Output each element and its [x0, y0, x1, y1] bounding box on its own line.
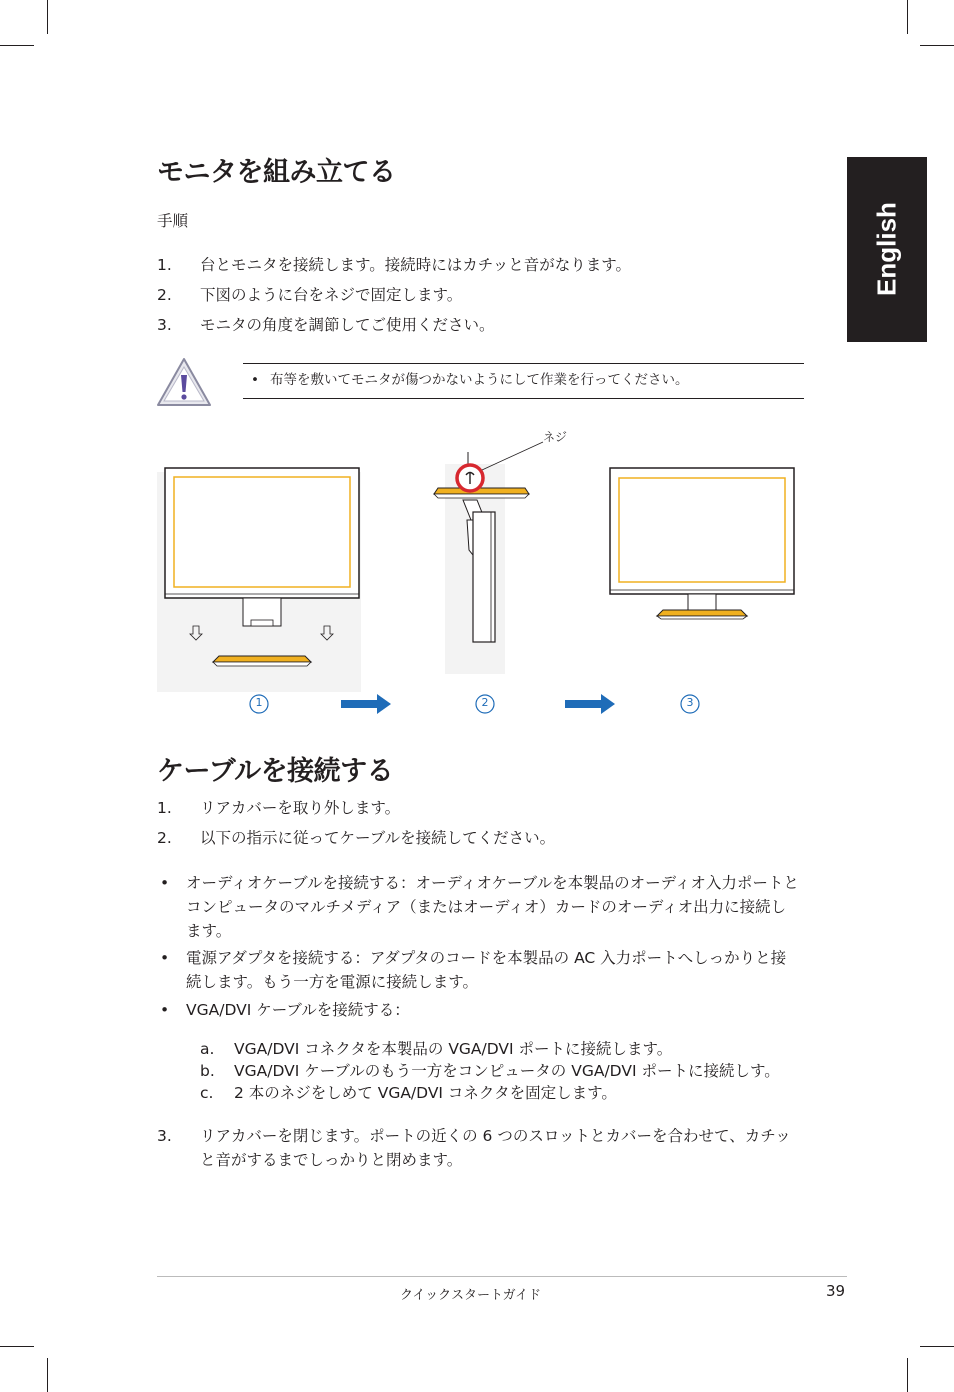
screw-label: ネジ [543, 430, 568, 444]
section-title-assemble: モニタを組み立てる [157, 157, 396, 188]
bullet-text-audio: オーディオケーブルを接続する：オーディオケーブルを本製品のオーディオ入力ポートとコンピュータのマルチメディア（またはオーディオ）カードのオーディオ出力に接続します。 [186, 874, 799, 940]
step-text: 以下の指示に従ってケーブルを接続してください。 [200, 829, 556, 847]
crop-mark [907, 0, 908, 34]
step-text: 台とモニタを接続します。接続時にはカチッと音がなります。 [200, 256, 632, 274]
warning-icon [155, 355, 213, 409]
arrow-right-icon [341, 694, 391, 714]
arrow-right-icon [565, 694, 615, 714]
monitor-screen-3 [619, 478, 785, 582]
substep-mark: c. [200, 1084, 214, 1102]
bullet-mark: • [160, 1001, 170, 1019]
monitor-side-2 [473, 512, 495, 642]
caution-bullet: • [251, 372, 259, 388]
step-number: 1. [157, 799, 172, 817]
substep-text: 2 本のネジをしめて VGA/DVI コネクタを固定します。 [234, 1084, 617, 1102]
section-title-cables: ケーブルを接続する [157, 756, 394, 787]
step-number: 2. [157, 286, 172, 304]
substep-text: VGA/DVI コネクタを本製品の VGA/DVI ポートに接続します。 [234, 1040, 673, 1058]
step-text: モニタの角度を調節してご使用ください。 [200, 316, 495, 334]
step-number: 1. [157, 256, 172, 274]
step-number: 3. [157, 1127, 172, 1145]
crop-mark [47, 0, 48, 34]
step-text: 下図のように台をネジで固定します。 [200, 286, 463, 304]
procedure-label: 手順 [157, 212, 189, 230]
caution-rule-bottom [243, 398, 804, 399]
caution-rule-top [243, 363, 804, 364]
page-number: 39 [826, 1282, 846, 1300]
substep-mark: b. [200, 1062, 215, 1080]
bullet-text-vga: VGA/DVI ケーブルを接続する： [186, 1001, 410, 1019]
language-tab [847, 157, 927, 342]
crop-mark [907, 1358, 908, 1392]
footer-guide-title: クイックスタートガイド [400, 1288, 542, 1303]
stand-base-1 [213, 656, 311, 662]
bullet-mark: • [160, 874, 170, 892]
crop-mark [0, 45, 34, 46]
stand-base-3 [657, 610, 747, 616]
step-circle-label: 2 [481, 696, 489, 709]
stand-neck-3 [688, 594, 716, 610]
step-number: 3. [157, 316, 172, 334]
bullet-mark: • [160, 949, 170, 967]
caution-text: 布等を敷いてモニタが傷つかないようにして作業を行ってください。 [270, 372, 689, 388]
substep-text: VGA/DVI ケーブルのもう一方をコンピュータの VGA/DVI ポートに接続しす。 [234, 1062, 780, 1080]
step-text: リアカバーを閉じます。ポートの近くの 6 つのスロットとカバーを合わせて、カチッと音がするまでしっかりと閉めます。 [200, 1127, 791, 1169]
crop-mark [0, 1346, 34, 1347]
language-tab-label: English [871, 202, 902, 296]
step-circle-label: 3 [686, 696, 694, 709]
substep-mark: a. [200, 1040, 215, 1058]
step-number: 2. [157, 829, 172, 847]
footer-rule [157, 1276, 847, 1277]
step-text: リアカバーを取り外します。 [200, 799, 401, 817]
step-circle-label: 1 [255, 696, 263, 709]
crop-mark [920, 1346, 954, 1347]
monitor-screen-1 [174, 477, 350, 587]
assembly-figure [155, 420, 805, 720]
crop-mark [47, 1358, 48, 1392]
bullet-text-power: 電源アダプタを接続する：アダプタのコードを本製品の AC 入力ポートへしっかりと接続します。もう一方を電源に接続します。 [186, 949, 787, 991]
stand-base-2 [434, 488, 529, 494]
crop-mark [920, 45, 954, 46]
